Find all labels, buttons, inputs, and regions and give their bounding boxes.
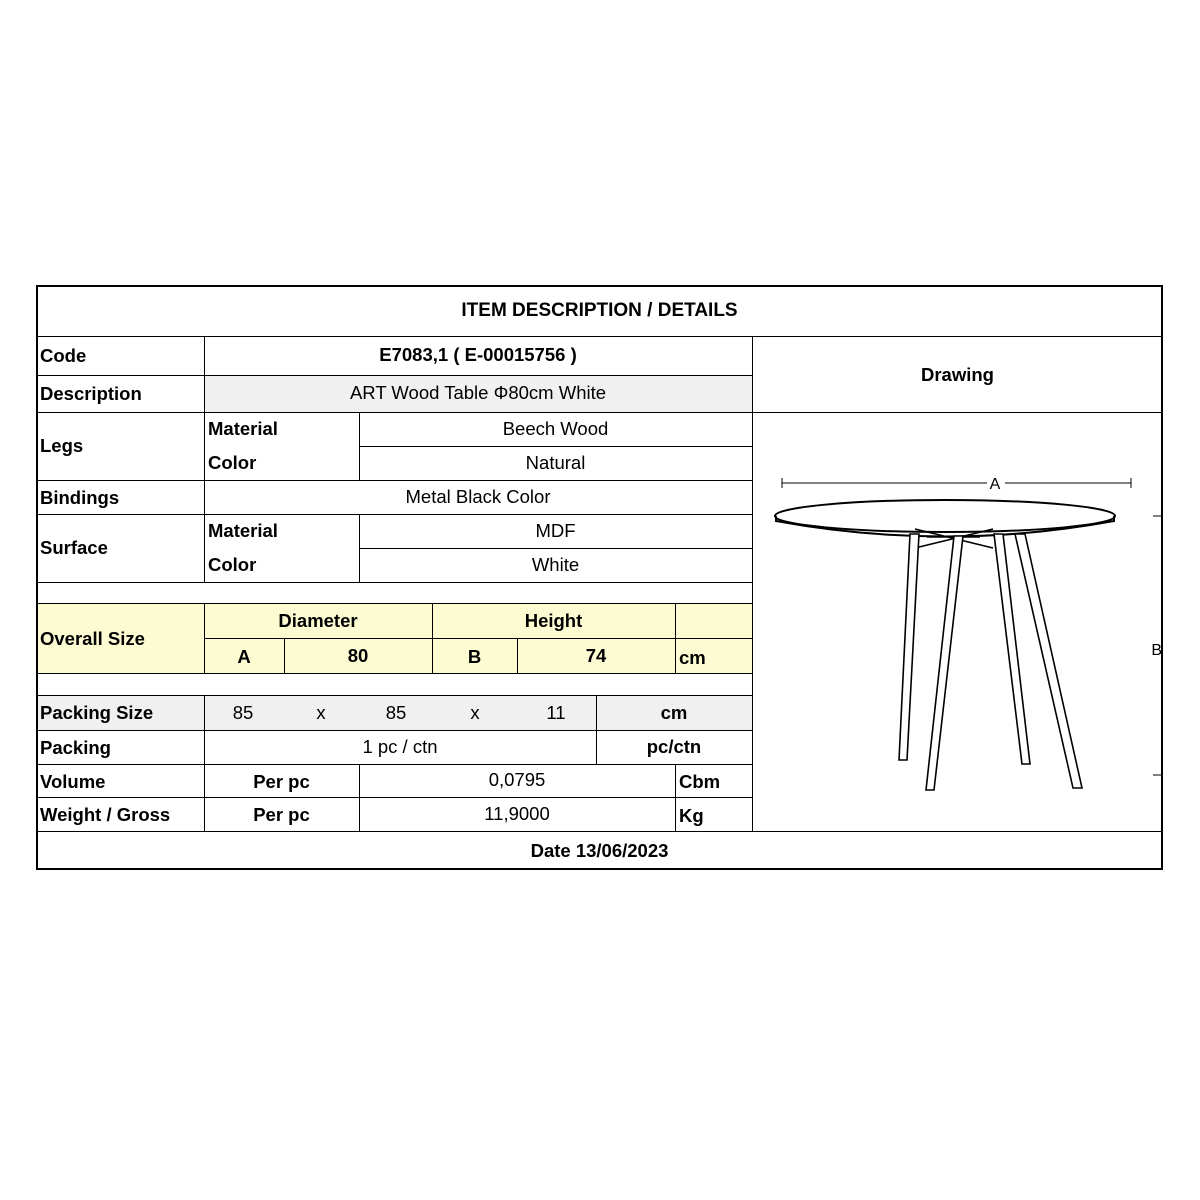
description-value: ART Wood Table Φ80cm White (349, 382, 607, 403)
volume-per: Per pc (253, 771, 310, 792)
dim-a-value: 80 (347, 645, 369, 666)
packing-size-height: 11 (546, 702, 566, 723)
dim-b-value: 74 (585, 645, 607, 666)
document-date: Date 13/06/2023 (530, 840, 669, 861)
packing-size-length: 85 (232, 702, 254, 723)
code-label: Code (40, 345, 87, 366)
bindings-label: Bindings (40, 487, 120, 508)
legs-material-value: Beech Wood (502, 418, 609, 439)
description-label: Description (40, 383, 142, 404)
packing-size-x1: x (316, 702, 326, 723)
surface-label: Surface (40, 537, 108, 558)
surface-color-value: White (531, 554, 580, 575)
overall-size-label: Overall Size (40, 628, 145, 649)
volume-value: 0,0795 (488, 769, 546, 790)
packing-size-label: Packing Size (40, 702, 154, 723)
packing-size-width: 85 (385, 702, 407, 723)
surface-material-value: MDF (535, 520, 576, 541)
dimension-a-label: A (989, 476, 1001, 493)
packing-value: 1 pc / ctn (362, 736, 438, 757)
weight-label: Weight / Gross (40, 804, 171, 825)
legs-color-label: Color (208, 452, 257, 473)
dim-b-label: B (467, 646, 482, 667)
volume-label: Volume (40, 771, 106, 792)
height-label: Height (524, 610, 583, 631)
weight-per: Per pc (253, 804, 310, 825)
weight-unit: Kg (679, 805, 704, 826)
drawing-label: Drawing (921, 364, 994, 385)
packing-label: Packing (40, 737, 111, 758)
surface-color-label: Color (208, 554, 257, 575)
legs-material-label: Material (208, 418, 278, 439)
sheet-border (36, 285, 1163, 870)
overall-size-unit: cm (679, 647, 706, 668)
legs-label: Legs (40, 435, 84, 456)
packing-size-x2: x (470, 702, 480, 723)
dim-a-label: A (237, 646, 251, 667)
surface-material-label: Material (208, 520, 278, 541)
sheet-title: ITEM DESCRIPTION / DETAILS (461, 300, 738, 321)
legs-color-value: Natural (525, 452, 586, 473)
code-value: E7083,1 ( E-00015756 ) (379, 344, 577, 365)
bindings-value: Metal Black Color (405, 486, 551, 507)
diameter-label: Diameter (278, 610, 358, 631)
packing-unit: pc/ctn (646, 736, 702, 757)
volume-unit: Cbm (679, 771, 721, 792)
dimension-b-label: B (1151, 642, 1162, 659)
weight-value: 11,9000 (484, 803, 550, 824)
packing-size-unit: cm (660, 702, 688, 723)
item-details-sheet (36, 285, 1163, 870)
